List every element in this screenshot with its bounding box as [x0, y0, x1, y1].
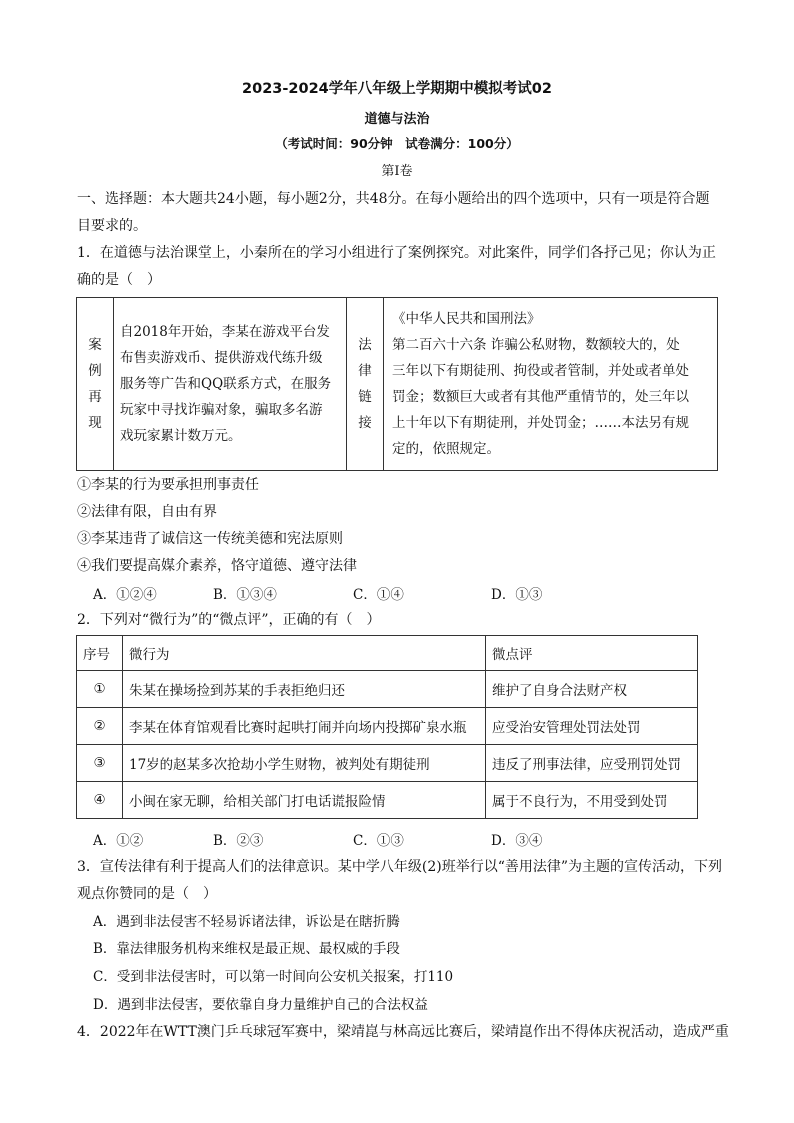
q2-option-a: A．①②: [93, 833, 144, 849]
row-comment: 属于不良行为，不用受到处罚: [486, 782, 698, 819]
q2-option-c: C．①③: [353, 833, 404, 849]
q1-case-table: [76, 297, 718, 471]
row-comment: 违反了刑事法律，应受刑罚处罚: [486, 745, 698, 782]
q2-stem: 2．下列对“微行为”的“微点评”，正确的有（ ）: [77, 612, 381, 628]
row-num: ②: [77, 708, 123, 745]
row-behavior: 小闽在家无聊，给相关部门打电话谎报险情: [123, 782, 486, 819]
row-behavior: 17岁的赵某多次抢劫小学生财物，被判处有期徒刑: [123, 745, 486, 782]
row-num: ④: [77, 782, 123, 819]
q3-option-b: B．靠法律服务机构来维权是最正规、最权威的手段: [93, 941, 400, 957]
law-text: 《中华人民共和国刑法》 第二百六十六条 诈骗公私财物，数额较大的，处 三年以下有期徒刑、拘役或者管制，并处或者单处 罚金；数额巨大或者有其他严重情节的，处三年以 上十年以下有期徒刑，并处罚金；……本法另有规 定的，依照规定。: [384, 298, 718, 471]
table-row: [77, 782, 698, 819]
q1-statement-1: ①李某的行为要承担刑事责任: [77, 477, 259, 493]
case-text: 自2018年开始，李某在游戏平台发 布售卖游戏币、提供游戏代练升级 服务等广告和QQ联系方式，在服务 玩家中寻找诈骗对象，骗取多名游 戏玩家累计数万元。: [114, 298, 347, 471]
header-behavior: 微行为: [123, 636, 486, 671]
q2-table: [76, 635, 698, 819]
q2-option-d: D．③④: [491, 833, 543, 849]
q1-option-a: A．①②④: [93, 587, 157, 603]
q1-option-c: C．①④: [353, 587, 404, 603]
exam-title: 2023-2024学年八年级上学期期中模拟考试02: [242, 81, 552, 97]
header-comment: 微点评: [486, 636, 698, 671]
section-intro-line2: 目要求的。: [77, 218, 147, 234]
q3-stem-line1: 3．宣传法律有利于提高人们的法律意识。某中学八年级(2)班举行以“善用法律”为主题的宣传活动，下列: [77, 859, 723, 875]
table-row: [77, 671, 698, 708]
q3-option-d: D．遇到非法侵害，要依靠自身力量维护自己的合法权益: [93, 997, 428, 1013]
q1-option-b: B．①③④: [213, 587, 277, 603]
table-row: [77, 708, 698, 745]
case-label: 案 例 再 现: [77, 298, 114, 471]
row-behavior: 李某在体育馆观看比赛时起哄打闹并向场内投掷矿泉水瓶: [123, 708, 486, 745]
q1-statement-4: ④我们要提高媒介素养，恪守道德、遵守法律: [77, 558, 357, 574]
q1-option-d: D．①③: [491, 587, 543, 603]
volume-label: 第Ⅰ卷: [381, 164, 413, 179]
q3-option-a: A．遇到非法侵害不轻易诉诸法律，诉讼是在瞎折腾: [93, 914, 400, 930]
subject-title: 道德与法治: [364, 112, 430, 127]
q3-stem-line2: 观点你赞同的是（ ）: [77, 886, 217, 902]
q1-statement-3: ③李某违背了诚信这一传统美德和宪法原则: [77, 531, 343, 547]
law-label: 法 律 链 接: [347, 298, 384, 471]
exam-info: （考试时间：90分钟 试卷满分：100分）: [275, 136, 519, 151]
q3-option-c: C．受到非法侵害时，可以第一时间向公安机关报案，打110: [93, 969, 454, 985]
row-behavior: 朱某在操场捡到苏某的手表拒绝归还: [123, 671, 486, 708]
q1-statement-2: ②法律有限，自由有界: [77, 504, 217, 520]
row-comment: 维护了自身合法财产权: [486, 671, 698, 708]
row-num: ③: [77, 745, 123, 782]
table-header-row: [77, 636, 698, 671]
q1-stem-line2: 确的是（ ）: [77, 272, 161, 288]
q2-option-b: B．②③: [213, 833, 264, 849]
table-row: [77, 745, 698, 782]
section-intro-line1: 一、选择题：本大题共24小题，每小题2分，共48分。在每小题给出的四个选项中，只有一项是符合题: [77, 191, 710, 207]
row-num: ①: [77, 671, 123, 708]
q1-stem-line1: 1．在道德与法治课堂上，小秦所在的学习小组进行了案例探究。对此案件，同学们各抒己见；你认为正: [77, 245, 716, 261]
row-comment: 应受治安管理处罚法处罚: [486, 708, 698, 745]
q4-stem-line1: 4．2022年在WTT澳门乒乓球冠军赛中，梁靖崑与林高远比赛后，梁靖崑作出不得体庆祝活动，造成严重: [77, 1024, 729, 1040]
header-num: 序号: [77, 636, 123, 671]
